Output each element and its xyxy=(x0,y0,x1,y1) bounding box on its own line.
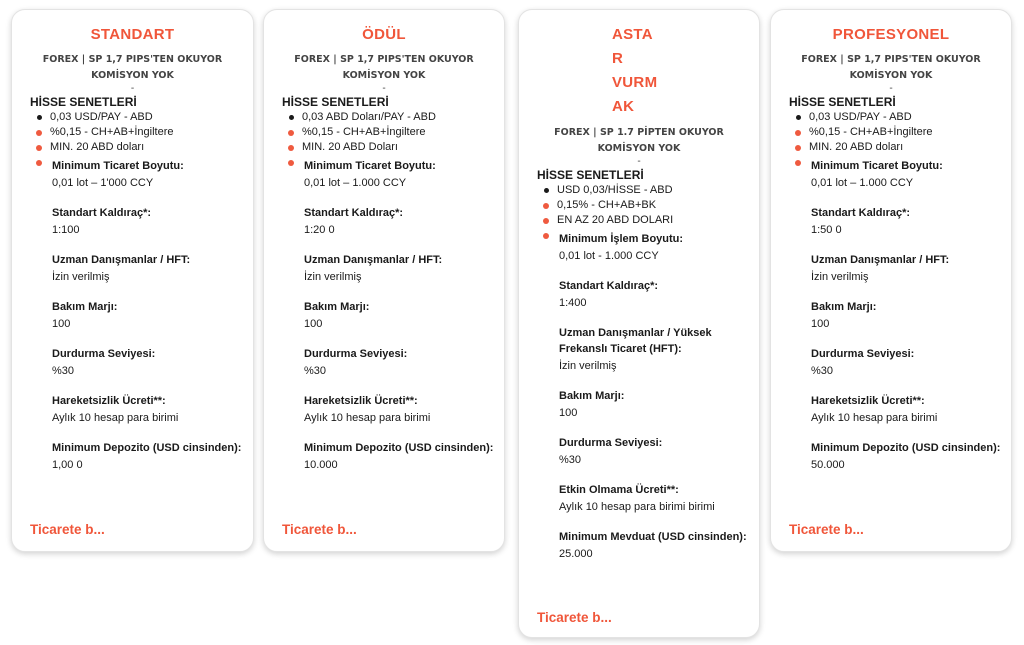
spec-label: Minimum Ticaret Boyutu: xyxy=(52,160,184,172)
spec-value: Aylık 10 hesap para birimi birimi xyxy=(559,501,715,513)
card-title-line: ASTA xyxy=(612,26,653,43)
spec-item xyxy=(304,158,504,191)
card-subtitle: FOREX | SP 1,7 PIPS'TEN OKUYOR xyxy=(801,54,981,65)
card-title-block xyxy=(612,23,759,119)
divider-dash: - xyxy=(382,83,386,94)
section-title: HİSSE SENETLERİ xyxy=(282,95,389,109)
spec-item xyxy=(559,435,759,468)
spec-label: Minimum İşlem Boyutu: xyxy=(559,233,684,245)
spec-label: Bakım Marjı: xyxy=(52,301,118,313)
card-title: STANDART xyxy=(90,26,175,43)
spec-label: Hareketsizlik Ücreti**: xyxy=(52,395,166,407)
card-title-line: AK xyxy=(612,98,635,115)
spec-item xyxy=(304,440,504,473)
divider-dash: - xyxy=(889,83,893,94)
spec-value: 1,00 0 xyxy=(52,459,83,471)
card-title: ÖDÜL xyxy=(362,26,406,43)
spec-value: 100 xyxy=(811,318,830,330)
divider-dash: - xyxy=(637,156,641,167)
spec-item xyxy=(52,299,253,332)
list-item: 0,15% - CH+AB+BK xyxy=(543,198,759,213)
spec-item xyxy=(811,299,1011,332)
spec-value: Aylık 10 hesap para birimi xyxy=(304,412,431,424)
spec-item xyxy=(559,482,759,515)
spec-value: %30 xyxy=(811,365,834,377)
spec-label: Uzman Danışmanlar / Yüksek Frekanslı Ticaret (HFT): xyxy=(559,327,712,355)
spec-item xyxy=(811,205,1011,238)
spec-item xyxy=(559,278,759,311)
spec-value: 0,01 lot – 1'000 CCY xyxy=(52,177,154,189)
spec-item xyxy=(559,529,759,562)
spec-label: Durdurma Seviyesi: xyxy=(559,437,663,449)
list-item: USD 0,03/HİSSE - ABD xyxy=(543,183,759,198)
spec-value: 0,01 lot - 1.000 CCY xyxy=(559,250,659,262)
spec-item xyxy=(811,252,1011,285)
spec-label: Standart Kaldıraç*: xyxy=(811,207,911,219)
spec-value: 25.000 xyxy=(559,548,593,560)
section-title: HİSSE SENETLERİ xyxy=(30,95,137,109)
list-item: %0,15 - CH+AB+İngiltere xyxy=(36,125,253,140)
plan-card-odul xyxy=(263,9,505,552)
spec-value: 1:100 xyxy=(52,224,80,236)
spec-item xyxy=(559,388,759,421)
card-title: PROFESYONEL xyxy=(832,26,950,43)
spec-label: Durdurma Seviyesi: xyxy=(52,348,156,360)
spec-label: Minimum Depozito (USD cinsinden): xyxy=(811,442,1001,454)
start-trading-link[interactable]: Ticarete b... xyxy=(282,522,357,537)
spec-item xyxy=(811,440,1011,473)
list-item: 0,03 ABD Doları/PAY - ABD xyxy=(288,110,504,125)
spec-item xyxy=(304,299,504,332)
spec-label: Uzman Danışmanlar / HFT: xyxy=(52,254,191,266)
spec-value: 50.000 xyxy=(811,459,845,471)
bullet-list xyxy=(543,183,759,228)
list-item: 0,03 USD/PAY - ABD xyxy=(795,110,1011,125)
spec-value: Aylık 10 hesap para birimi xyxy=(811,412,938,424)
spec-item xyxy=(52,158,253,191)
spec-value: 1:50 0 xyxy=(811,224,842,236)
section-title: HİSSE SENETLERİ xyxy=(537,168,644,182)
list-item: %0,15 - CH+AB+İngiltere xyxy=(795,125,1011,140)
card-subtitle: FOREX | SP 1.7 PİPTEN OKUYOR xyxy=(554,127,724,138)
bullet-list xyxy=(795,110,1011,155)
spec-item xyxy=(304,393,504,426)
spec-item xyxy=(559,325,744,374)
spec-item xyxy=(811,393,1011,426)
spec-label: Minimum Ticaret Boyutu: xyxy=(811,160,943,172)
start-trading-link[interactable]: Ticarete b... xyxy=(537,610,612,625)
spec-value: İzin verilmiş xyxy=(811,271,869,283)
spec-value: %30 xyxy=(559,454,582,466)
spec-label: Standart Kaldıraç*: xyxy=(304,207,404,219)
spec-label: Durdurma Seviyesi: xyxy=(811,348,915,360)
spec-value: %30 xyxy=(52,365,75,377)
card-commission: KOMİSYON YOK xyxy=(849,70,933,81)
card-title-line: R xyxy=(612,50,624,67)
spec-item xyxy=(52,205,253,238)
list-item: 0,03 USD/PAY - ABD xyxy=(36,110,253,125)
plan-card-astarvurmak xyxy=(518,9,760,638)
spec-item xyxy=(304,346,504,379)
spec-label: Uzman Danışmanlar / HFT: xyxy=(304,254,443,266)
start-trading-link[interactable]: Ticarete b... xyxy=(789,522,864,537)
card-subtitle: FOREX | SP 1,7 PIPS'TEN OKUYOR xyxy=(42,54,223,65)
spec-value: İzin verilmiş xyxy=(559,360,617,372)
spec-label: Minimum Depozito (USD cinsinden): xyxy=(52,442,242,454)
spec-label: Minimum Mevduat (USD cinsinden): xyxy=(559,531,747,543)
spec-label: Standart Kaldıraç*: xyxy=(559,280,659,292)
spec-value: 100 xyxy=(304,318,323,330)
list-item: MIN. 20 ABD doları xyxy=(36,140,253,155)
spec-value: İzin verilmiş xyxy=(52,271,110,283)
spec-value: Aylık 10 hesap para birimi xyxy=(52,412,179,424)
spec-value: İzin verilmiş xyxy=(304,271,362,283)
bullet-list xyxy=(36,110,253,155)
plan-card-standart xyxy=(11,9,254,552)
spec-item xyxy=(811,158,1011,191)
list-item: EN AZ 20 ABD DOLARI xyxy=(543,213,759,228)
card-commission: KOMİSYON YOK xyxy=(342,70,426,81)
spec-item xyxy=(811,346,1011,379)
spec-item xyxy=(304,205,504,238)
spec-label: Hareketsizlik Ücreti**: xyxy=(304,395,418,407)
spec-value: 100 xyxy=(559,407,578,419)
spec-value: 10.000 xyxy=(304,459,338,471)
card-subtitle: FOREX | SP 1,7 PIPS'TEN OKUYOR xyxy=(294,54,474,65)
spec-label: Standart Kaldıraç*: xyxy=(52,207,152,219)
divider-dash: - xyxy=(130,83,135,94)
list-item: MIN. 20 ABD doları xyxy=(795,140,1011,155)
card-commission: KOMİSYON YOK xyxy=(597,143,681,154)
spec-label: Etkin Olmama Ücreti**: xyxy=(559,484,679,496)
spec-item xyxy=(52,440,253,473)
spec-value: 1:400 xyxy=(559,297,587,309)
list-item: MIN. 20 ABD Doları xyxy=(288,140,504,155)
spec-label: Uzman Danışmanlar / HFT: xyxy=(811,254,950,266)
spec-value: 0,01 lot – 1.000 CCY xyxy=(811,177,914,189)
spec-label: Bakım Marjı: xyxy=(811,301,877,313)
card-title-line: VURM xyxy=(612,74,658,91)
spec-label: Minimum Ticaret Boyutu: xyxy=(304,160,436,172)
spec-item xyxy=(52,346,253,379)
card-commission: KOMİSYON YOK xyxy=(91,70,174,81)
spec-item xyxy=(52,252,253,285)
plan-card-profesyonel xyxy=(770,9,1012,552)
spec-item xyxy=(304,252,504,285)
spec-value: %30 xyxy=(304,365,327,377)
bullet-list xyxy=(288,110,504,155)
spec-label: Durdurma Seviyesi: xyxy=(304,348,408,360)
spec-label: Hareketsizlik Ücreti**: xyxy=(811,395,925,407)
spec-value: 1:20 0 xyxy=(304,224,335,236)
section-title: HİSSE SENETLERİ xyxy=(789,95,896,109)
list-item: %0,15 - CH+AB+İngiltere xyxy=(288,125,504,140)
spec-value: 100 xyxy=(52,318,71,330)
spec-label: Minimum Depozito (USD cinsinden): xyxy=(304,442,494,454)
start-trading-link[interactable]: Ticarete b... xyxy=(30,522,105,537)
spec-item xyxy=(52,393,253,426)
spec-value: 0,01 lot – 1.000 CCY xyxy=(304,177,407,189)
spec-label: Bakım Marjı: xyxy=(304,301,370,313)
spec-item xyxy=(559,231,759,264)
spec-label: Bakım Marjı: xyxy=(559,390,625,402)
